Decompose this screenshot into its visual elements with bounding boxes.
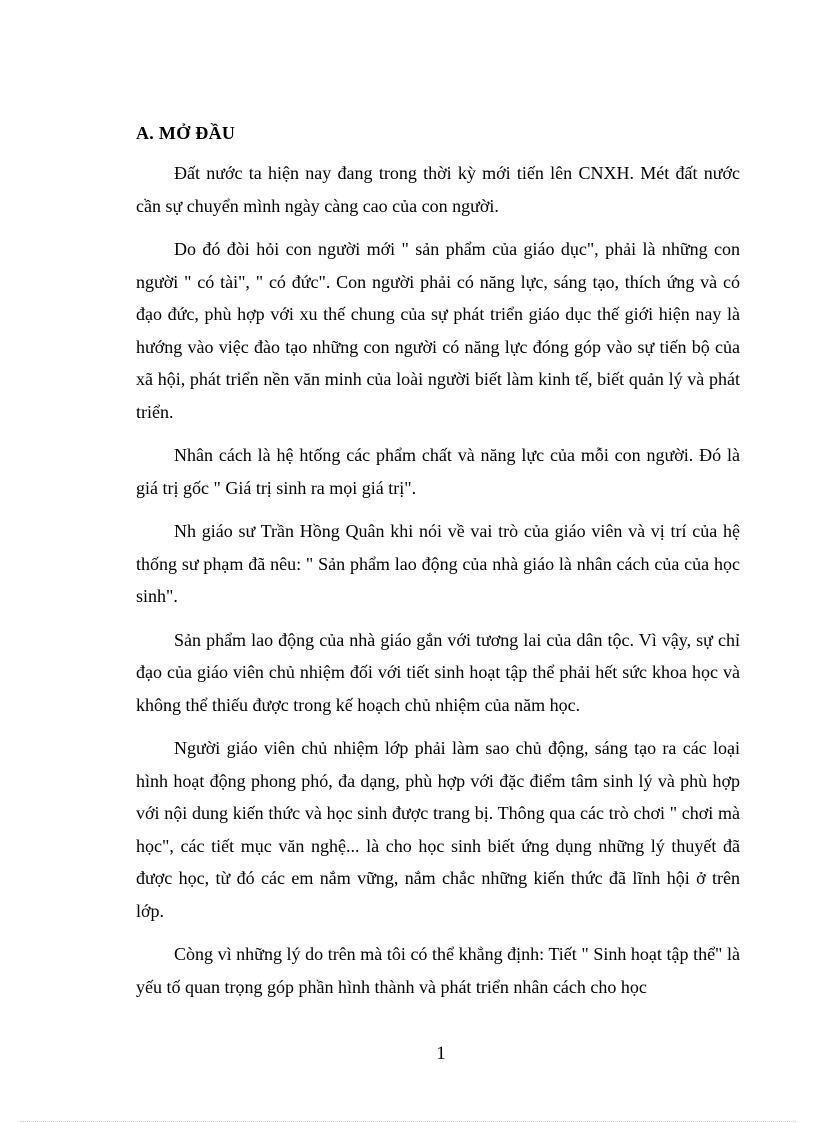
page-bottom-divider (20, 1121, 796, 1122)
page-number: 1 (436, 1043, 446, 1064)
paragraph: Nhân cách là hệ htống các phẩm chất và năng lực của mỗi con người. Đó là giá trị gốc " Giá trị sinh ra mọi giá trị". (136, 445, 740, 498)
paragraph: Đất nước ta hiện nay đang trong thời kỳ mới tiến lên CNXH. Mét đất nước cần sự chuyển mình ngày càng cao của con người. (136, 163, 740, 216)
section-heading: A. MỞ ĐẦU (136, 123, 236, 143)
paragraph: Còng vì những lý do trên mà tôi có thể khẳng định: Tiết " Sinh hoạt tập thể" là yếu tố quan trọng góp phần hình thành và phát triển nhân cách cho học (136, 944, 740, 997)
paragraph: Sản phẩm lao động của nhà giáo gắn với tương lai của dân tộc. Vì vậy, sự chỉ đạo của giáo viên chủ nhiệm đối với tiết sinh hoạt tập thể phải hết sức khoa học và không thể thiếu được trong kế hoạch chủ nhiệm của năm học. (136, 629, 740, 715)
body-text (136, 157, 740, 1014)
paragraph: Nh giáo sư Trần Hồng Quân khi nói về vai trò của giáo viên và vị trí của hệ thống sư phạm đã nêu: " Sản phẩm lao động của nhà giáo là nhân cách của của học sinh". (136, 521, 740, 606)
paragraph: Do đó đòi hỏi con người mới " sản phẩm của giáo dục", phải là những con người " có tài", " có đức". Con người phải có năng lực, sáng tạo, thích ứng và có đạo đức, phù hợp với xu thế chung của sự phát triển giáo dục thế giới hiện nay là hướng vào việc đào tạo những con người có năng lực đóng góp vào sự tiến bộ của xã hội, phát triển nền văn minh của loài người biết làm kinh tế, biết quản lý và phát triển. (136, 239, 740, 422)
paragraph: Người giáo viên chủ nhiệm lớp phải làm sao chủ động, sáng tạo ra các loại hình hoạt động phong phó, đa dạng, phù hợp với đặc điểm tâm sinh lý và phù hợp với nội dung kiến thức và học sinh được trang bị. Thông qua các trò chơi " chơi mà học", các tiết mục văn nghệ... là cho học sinh biết ứng dụng những lý thuyết đã được học, từ đó các em nắm vững, nắm chắc những kiến thức đã lĩnh hội ở trên lớp. (136, 738, 740, 921)
